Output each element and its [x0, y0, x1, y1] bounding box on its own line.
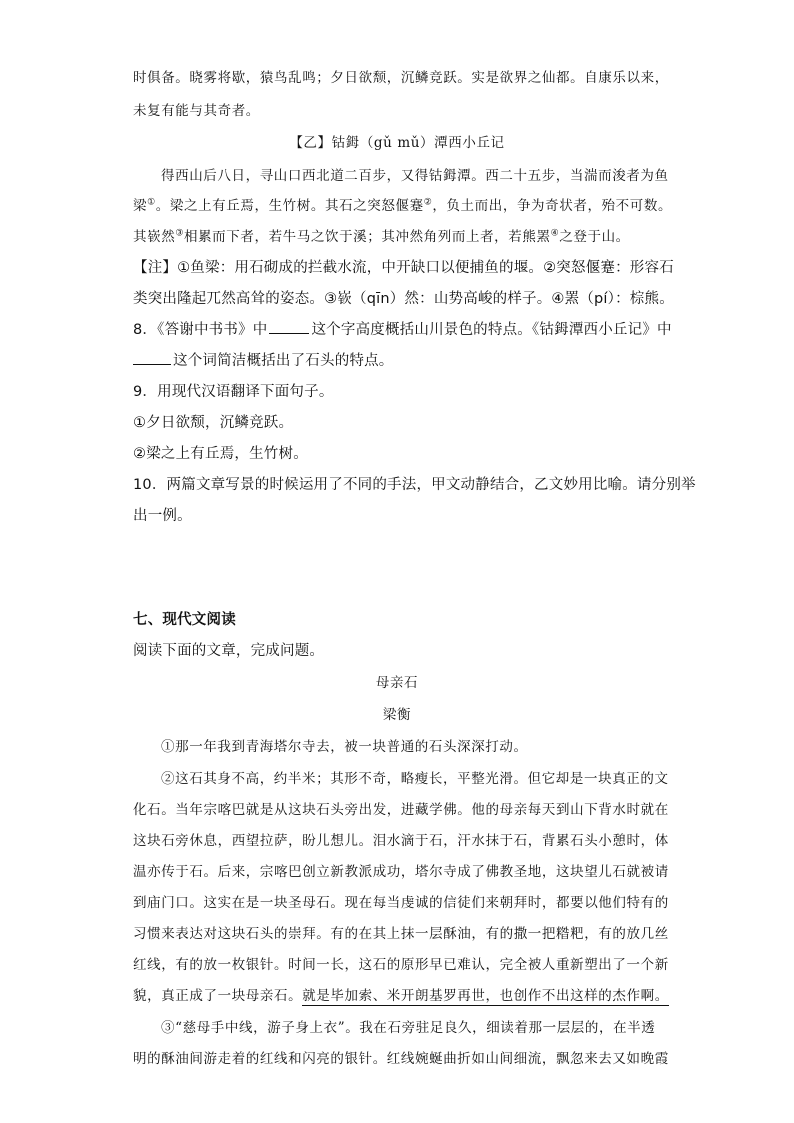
question-8-cont: 这个词简洁概括出了石头的特点。 [133, 349, 394, 370]
article-paragraph-line: 貌，真正成了一块母亲石。就是毕加索、米开朗基罗再世，也创作不出这样的杰作啊。 [133, 988, 669, 1004]
answer-blank[interactable] [269, 321, 309, 334]
note-marker: ② [423, 197, 433, 208]
passage-b-line: 得西山后八日，寻山口西北道二百步，又得钴鉧潭。西二十五步，当湍而浚者为鱼 [161, 168, 669, 184]
question-8: 8．《答谢中书书》中 这个字高度概括山川景色的特点。《钴鉧潭西小丘记》中 [133, 322, 672, 338]
article-paragraph-line: ①那一年我到青海塔尔寺去，被一块普通的石头深深打动。 [161, 739, 528, 755]
article-paragraph-line: 明的酥油间游走着的红线和闪亮的银针。红线婉蜒曲折如山间细流，飘忽来去又如晚霞 [133, 1051, 669, 1067]
answer-blank[interactable] [133, 352, 171, 365]
article-paragraph-line: 红线，有的放一枚银针。时间一长，这石的原形早已难认，完全被人重新塑出了一个新 [133, 957, 669, 973]
section-instruction: 阅读下面的文章，完成问题。 [133, 643, 325, 659]
passage-b-title: 【乙】钴鉧（gǔ mǔ）潭西小丘记 [289, 135, 505, 151]
article-paragraph-line: ③“慈母手中线，游子身上衣”。我在石旁驻足良久，细读着那一层层的，在半透 [161, 1020, 656, 1036]
passage-b-line: 梁①。梁之上有丘焉，生竹树。其石之突怒偃蹇②，负土而出，争为奇状者，殆不可数。 [133, 197, 673, 214]
article-paragraph-line: 化石。当年宗喀巴就是从这块石头旁出发，进藏学佛。他的母亲每天到山下背水时就在 [133, 802, 669, 818]
question-9-item: ①夕日欲颓，沉鳞竞跃。 [133, 415, 294, 431]
passage-b-line: 其嵚然③相累而下者，若牛马之饮于溪；其冲然角列而上者，若熊罴④之登于山。 [133, 228, 630, 245]
article-paragraph-line: 这块石旁休息，西望拉萨，盼儿想儿。泪水滴于石，汗水抹于石，背累石头小憩时，体 [133, 833, 669, 849]
question-9: 9．用现代汉语翻译下面句子。 [133, 384, 334, 400]
article-paragraph-line: 到庙门口。这实在是一块圣母石。现在每当虔诚的信徒们来朝拜时，都要以他们特有的 [133, 895, 669, 911]
article-paragraph-line: 习惯来表达对这块石头的崇拜。有的在其上抹一层酥油，有的撒一把糌粑，有的放几丝 [133, 926, 669, 942]
passage-a-line: 未复有能与其奇者。 [133, 103, 260, 119]
section-heading: 七、现代文阅读 [133, 612, 236, 628]
question-9-item: ②梁之上有丘焉，生竹树。 [133, 446, 308, 462]
article-title: 母亲石 [375, 675, 419, 691]
question-10: 10．两篇文章写景的时候运用了不同的手法，甲文动静结合，乙文妙用比喻。请分别举 [133, 477, 696, 493]
passage-a-line: 时俱备。晓雾将歇，猿鸟乱鸣；夕日欲颓，沉鳞竞跃。实是欲界之仙都。自康乐以来， [133, 70, 669, 86]
note-line: 【注】①鱼梁：用石砌成的拦截水流，中开缺口以便捕鱼的堰。②突怒偃蹇：形容石 [133, 260, 674, 276]
article-author: 梁衡 [382, 707, 412, 723]
note-marker: ① [147, 197, 156, 208]
note-marker: ③ [175, 228, 184, 239]
article-paragraph-line: ②这石其身不高，约半米；其形不奇，略瘦长，平整光滑。但它却是一块真正的文 [161, 771, 669, 787]
question-10-cont: 出一例。 [133, 508, 192, 524]
underlined-sentence: 就是毕加索、米开朗基罗再世，也创作不出这样的杰作啊。 [302, 988, 669, 1004]
article-paragraph-line: 温亦传于石。后来，宗喀巴创立新教派成功，塔尔寺成了佛教圣地，这块望儿石就被请 [133, 864, 669, 880]
note-line: 类突出隆起兀然高耸的姿态。③嵚（qīn）然：山势高峻的样子。④罴（pí）：棕熊。 [133, 291, 674, 307]
note-marker: ④ [550, 228, 560, 239]
